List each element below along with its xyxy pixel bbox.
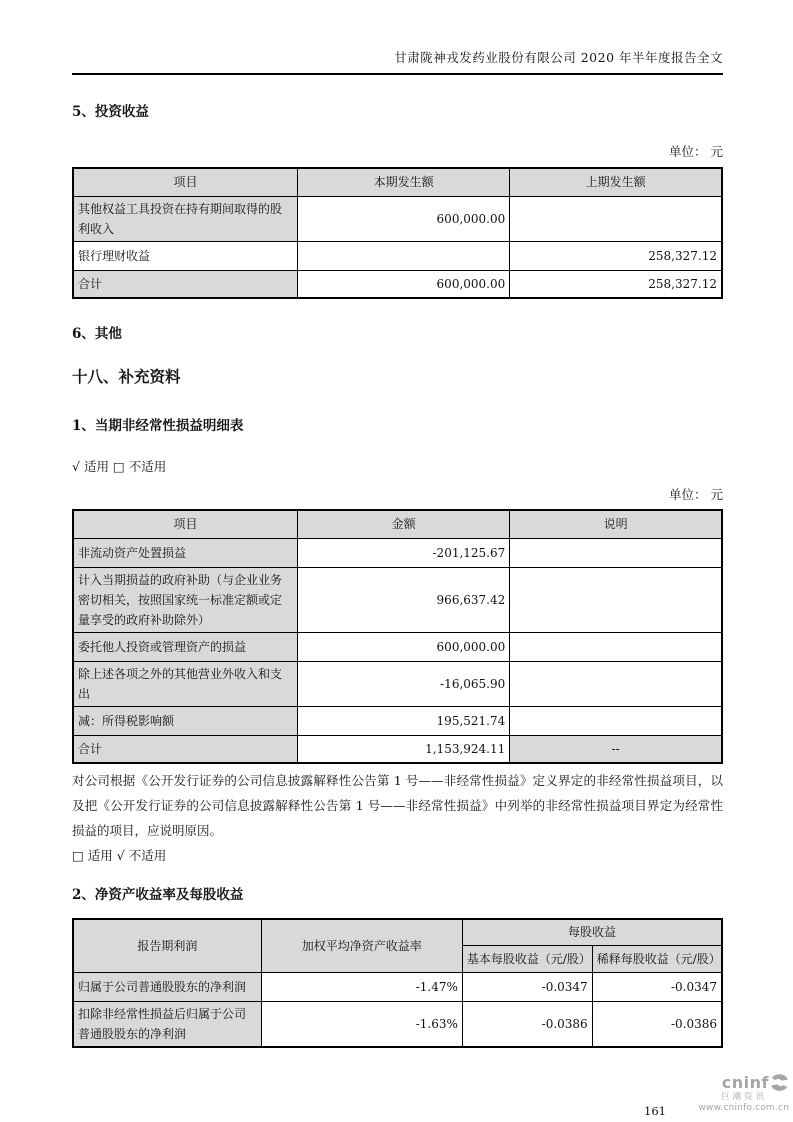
value-cell (510, 196, 722, 241)
value-cell: 195,521.74 (298, 706, 510, 735)
cninfo-logo-word: cninf (721, 1073, 769, 1092)
value-cell: 600,000.00 (298, 196, 510, 241)
header-rule (72, 73, 723, 75)
section-title-other: 6、其他 (72, 326, 122, 342)
value-cell: 1,153,924.11 (298, 735, 510, 763)
note-cell (510, 632, 722, 661)
value-cell: -1.63% (261, 1001, 462, 1047)
item-cell: 减：所得税影响额 (73, 706, 298, 735)
cninfo-logo-chinese: 巨潮资讯 (720, 1092, 767, 1102)
note-cell (510, 538, 722, 567)
item-cell: 其他权益工具投资在持有期间取得的股利收入 (73, 196, 298, 241)
table-header-row (73, 510, 722, 538)
applicable-checkbox-line: √ 适用 □ 不适用 (72, 459, 167, 474)
page-number: 161 (644, 1103, 666, 1118)
non-recurring-items-table (72, 509, 723, 764)
item-cell: 扣除非经常性损益后归属于公司普通股股东的净利润 (73, 1001, 261, 1047)
column-header-eps-group: 每股收益 (462, 919, 722, 945)
table-row (73, 706, 722, 735)
applicable-checkbox-line: □ 适用 √ 不适用 (72, 848, 167, 863)
value-cell: 966,637.42 (298, 567, 510, 632)
note-cell (510, 567, 722, 632)
value-cell: 258,327.12 (510, 270, 722, 298)
value-cell: 600,000.00 (298, 632, 510, 661)
section-title-roe-eps: 2、净资产收益率及每股收益 (72, 887, 244, 903)
table-header-row (73, 168, 722, 196)
column-header-diluted-eps: 稀释每股收益（元/股） (592, 945, 722, 972)
column-header-report-period-profit: 报告期利润 (73, 919, 261, 972)
note-cell: -- (510, 735, 722, 763)
document-header-title: 甘肃陇神戎发药业股份有限公司 2020 年半年度报告全文 (394, 50, 723, 65)
table-total-row (73, 735, 722, 763)
item-cell: 计入当期损益的政府补助（与企业业务密切相关，按照国家统一标准定额或定量享受的政府补助除外） (73, 567, 298, 632)
cninfo-swirl-icon (770, 1073, 789, 1092)
table-row (73, 567, 722, 632)
value-cell: -0.0386 (592, 1001, 722, 1047)
value-cell (298, 241, 510, 270)
value-cell: -1.47% (261, 972, 462, 1001)
cninfo-logo-url: www.cninfo.com.cn (698, 1103, 789, 1113)
unit-label: 单位： 元 (669, 144, 723, 159)
item-cell: 除上述各项之外的其他营业外收入和支出 (73, 661, 298, 706)
column-header-weighted-roe: 加权平均净资产收益率 (261, 919, 462, 972)
note-cell (510, 661, 722, 706)
item-cell: 归属于公司普通股股东的净利润 (73, 972, 261, 1001)
table-row (73, 1001, 722, 1047)
item-cell: 合计 (73, 270, 298, 298)
table-header-row (73, 919, 722, 945)
value-cell: -0.0347 (592, 972, 722, 1001)
value-cell: 600,000.00 (298, 270, 510, 298)
investment-income-table (72, 167, 723, 299)
table-row (73, 538, 722, 567)
value-cell: -0.0347 (462, 972, 592, 1001)
table-row (73, 241, 722, 270)
value-cell: -16,065.90 (298, 661, 510, 706)
section-title-supplementary-info: 十八、补充资料 (72, 367, 181, 386)
roe-eps-table (72, 918, 723, 1048)
table-row (73, 972, 722, 1001)
item-cell: 银行理财收益 (73, 241, 298, 270)
section-title-investment-income: 5、投资收益 (72, 104, 149, 120)
column-header-basic-eps: 基本每股收益（元/股） (462, 945, 592, 972)
unit-label: 单位： 元 (669, 487, 723, 502)
value-cell: -201,125.67 (298, 538, 510, 567)
non-recurring-explanation-paragraph: 对公司根据《公开发行证券的公司信息披露解释性公告第 1 号——非经常性损益》定义界定的非经常性损益项目，以及把《公开发行证券的公司信息披露解释性公告第 1 号——非经常性损益》中列举的非经常性损益项目界定为经常性损益的项目，应说明原因。 (72, 773, 723, 838)
table-row (73, 632, 722, 661)
table-row (73, 196, 722, 241)
column-header-amount: 金额 (298, 510, 510, 538)
column-header-current-period: 本期发生额 (298, 168, 510, 196)
value-cell: 258,327.12 (510, 241, 722, 270)
section-title-non-recurring-items: 1、当期非经常性损益明细表 (72, 418, 244, 434)
column-header-note: 说明 (510, 510, 722, 538)
table-total-row (73, 270, 722, 298)
cninfo-logo (679, 1073, 789, 1114)
value-cell: -0.0386 (462, 1001, 592, 1047)
note-cell (510, 706, 722, 735)
item-cell: 合计 (73, 735, 298, 763)
column-header-item: 项目 (73, 510, 298, 538)
item-cell: 委托他人投资或管理资产的损益 (73, 632, 298, 661)
table-row (73, 661, 722, 706)
item-cell: 非流动资产处置损益 (73, 538, 298, 567)
column-header-item: 项目 (73, 168, 298, 196)
column-header-prior-period: 上期发生额 (510, 168, 722, 196)
